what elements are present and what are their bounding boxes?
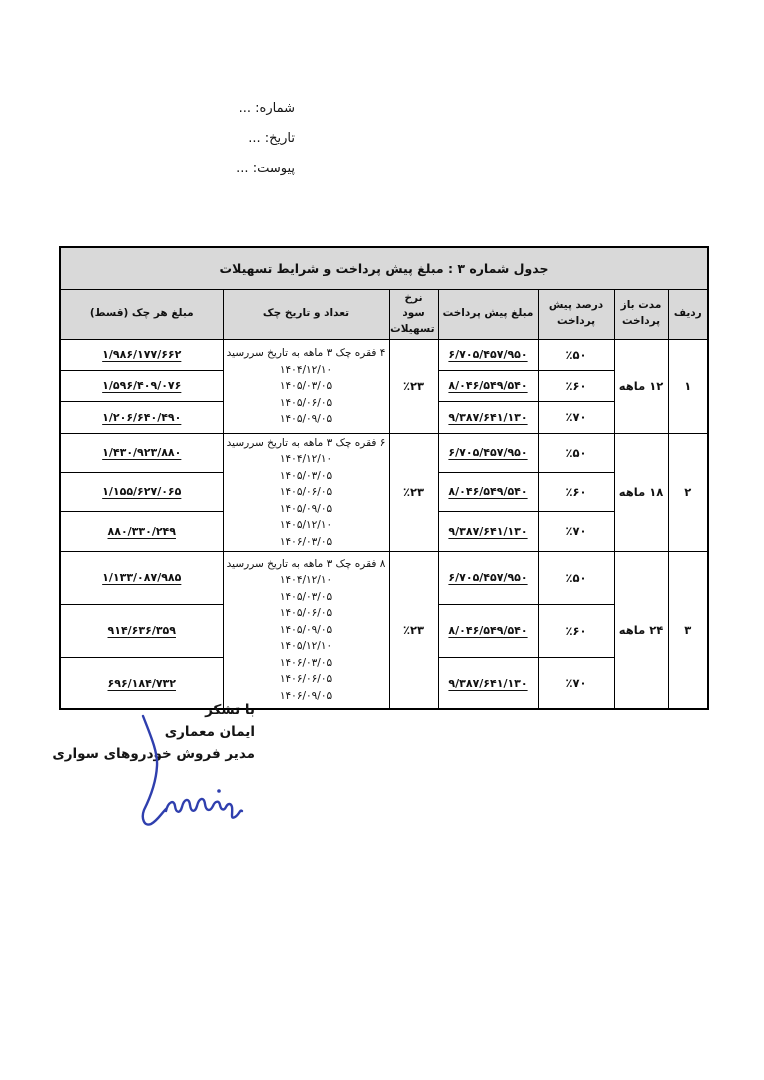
header-row-number: ردیف: [668, 289, 708, 339]
prepayment-percent-cell: ٪۵۰: [538, 551, 614, 604]
check-dates-cell: [223, 433, 389, 551]
prepayment-amount-cell: ۶/۷۰۵/۴۵۷/۹۵۰: [438, 551, 538, 604]
table-header-row: [60, 289, 708, 339]
check-amount-cell: ۱/۵۹۶/۴۰۹/۰۷۶: [60, 370, 223, 401]
check-dates-cell: [223, 551, 389, 709]
signature-i-dot: [217, 789, 221, 793]
interest-rate-cell: ٪۲۳: [389, 551, 438, 709]
check-date: ۱۴۰۶/۰۹/۰۵: [279, 689, 333, 702]
prepayment-percent-cell: ٪۶۰: [538, 604, 614, 657]
check-date: ۱۴۰۴/۱۲/۱۰: [279, 574, 333, 587]
check-date: ۱۴۰۵/۰۳/۰۵: [279, 469, 333, 482]
header-checks-count-dates: تعداد و تاریخ چک: [223, 289, 389, 339]
check-date: ۱۴۰۵/۰۶/۰۵: [279, 486, 333, 498]
check-amount-cell: ۱/۲۰۶/۶۴۰/۴۹۰: [60, 401, 223, 433]
prepayment-amount-cell: ۹/۳۸۷/۶۴۱/۱۳۰: [438, 511, 538, 551]
check-date: ۱۴۰۵/۱۲/۱۰: [279, 640, 333, 653]
check-date: ۱۴۰۵/۱۲/۱۰: [279, 519, 333, 531]
row-number-cell: ۲: [668, 433, 708, 551]
check-amount-cell: ۸۸۰/۳۳۰/۲۴۹: [60, 511, 223, 551]
check-date: ۱۴۰۴/۱۲/۱۰: [279, 363, 333, 376]
repayment-period-cell: ۱۸ ماهه: [614, 433, 668, 551]
check-date: ۱۴۰۶/۰۳/۰۵: [279, 656, 333, 669]
interest-rate-cell: ٪۲۳: [389, 339, 438, 433]
check-amount-cell: ۶۹۶/۱۸۴/۷۳۲: [60, 657, 223, 709]
prepayment-amount-cell: ۹/۳۸۷/۶۴۱/۱۳۰: [438, 401, 538, 433]
interest-rate-cell: ٪۲۳: [389, 433, 438, 551]
signature-main-stroke: [143, 716, 166, 825]
check-date: ۱۴۰۵/۰۹/۰۵: [279, 413, 333, 425]
table-row: [60, 433, 708, 472]
prepayment-amount-cell: ۶/۷۰۵/۴۵۷/۹۵۰: [438, 433, 538, 472]
prepayment-percent-cell: ٪۶۰: [538, 472, 614, 511]
signoff-name: ایمان معماری: [164, 724, 255, 740]
facility-table-body: [60, 339, 708, 709]
table-title: جدول شماره ۳ : مبلغ پیش پرداخت و شرایط تسهیلات: [60, 247, 708, 289]
check-amount-cell: ۹۱۴/۶۳۶/۳۵۹: [60, 604, 223, 657]
prepayment-amount-cell: ۶/۷۰۵/۴۵۷/۹۵۰: [438, 339, 538, 370]
letter-attachment-label: پیوست: ...: [236, 161, 295, 176]
prepayment-amount-cell: ۸/۰۴۶/۵۴۹/۵۴۰: [438, 472, 538, 511]
facility-table: [59, 246, 709, 710]
check-date: ۱۴۰۴/۱۲/۱۰: [279, 453, 333, 465]
prepayment-percent-cell: ٪۷۰: [538, 657, 614, 709]
row-number-cell: ۱: [668, 339, 708, 433]
check-date: ۱۴۰۵/۰۹/۰۵: [279, 623, 333, 636]
prepayment-percent-cell: ٪۵۰: [538, 339, 614, 370]
header-interest-rate: نرخ سود تسهیلات: [389, 289, 438, 339]
table-title-row: [60, 247, 708, 289]
header-prepayment-percent: درصد پیش پرداخت: [538, 289, 614, 339]
check-amount-cell: ۱/۱۵۵/۶۲۷/۰۶۵: [60, 472, 223, 511]
signature-letters-stroke: [166, 799, 242, 818]
table-row: [60, 339, 708, 370]
repayment-period-cell: ۲۴ ماهه: [614, 551, 668, 709]
prepayment-percent-cell: ٪۶۰: [538, 370, 614, 401]
check-amount-cell: ۱/۱۳۳/۰۸۷/۹۸۵: [60, 551, 223, 604]
signoff-role: مدیر فروش خودروهای سواری: [52, 746, 255, 762]
prepayment-percent-cell: ٪۷۰: [538, 401, 614, 433]
letter-number-label: شماره: ...: [238, 101, 295, 116]
check-date: ۱۴۰۵/۰۳/۰۵: [279, 380, 333, 392]
prepayment-amount-cell: ۸/۰۴۶/۵۴۹/۵۴۰: [438, 604, 538, 657]
letterhead: [236, 94, 295, 184]
check-date: ۱۴۰۵/۰۳/۰۵: [279, 590, 333, 603]
prepayment-percent-cell: ٪۷۰: [538, 511, 614, 551]
check-amount-cell: ۱/۴۳۰/۹۲۳/۸۸۰: [60, 433, 223, 472]
check-dates-cell: [223, 339, 389, 433]
check-description: ۶ فقره چک ۳ ماهه به تاریخ سررسید: [226, 436, 386, 449]
prepayment-amount-cell: ۸/۰۴۶/۵۴۹/۵۴۰: [438, 370, 538, 401]
table-row: [60, 551, 708, 604]
check-description: ۸ فقره چک ۳ ماهه به تاریخ سررسید: [226, 557, 386, 570]
header-check-amount: مبلغ هر چک (قسط): [60, 289, 223, 339]
handwritten-signature: [112, 706, 257, 841]
check-date: ۱۴۰۶/۰۳/۰۵: [279, 535, 333, 548]
prepayment-amount-cell: ۹/۳۸۷/۶۴۱/۱۳۰: [438, 657, 538, 709]
repayment-period-cell: ۱۲ ماهه: [614, 339, 668, 433]
header-repayment-period: مدت باز پرداخت: [614, 289, 668, 339]
check-description: ۴ فقره چک ۳ ماهه به تاریخ سررسید: [226, 347, 386, 359]
check-date: ۱۴۰۵/۰۹/۰۵: [279, 502, 333, 515]
row-number-cell: ۳: [668, 551, 708, 709]
signoff-thanks: با تشکر: [205, 702, 255, 718]
check-date: ۱۴۰۵/۰۶/۰۵: [279, 396, 333, 409]
check-date: ۱۴۰۶/۰۶/۰۵: [279, 673, 333, 686]
check-amount-cell: ۱/۹۸۶/۱۷۷/۶۶۲: [60, 339, 223, 370]
check-date: ۱۴۰۵/۰۶/۰۵: [279, 607, 333, 620]
prepayment-percent-cell: ٪۵۰: [538, 433, 614, 472]
letter-date-label: تاریخ: ...: [248, 131, 295, 146]
header-prepayment-amount: مبلغ پیش پرداخت: [438, 289, 538, 339]
